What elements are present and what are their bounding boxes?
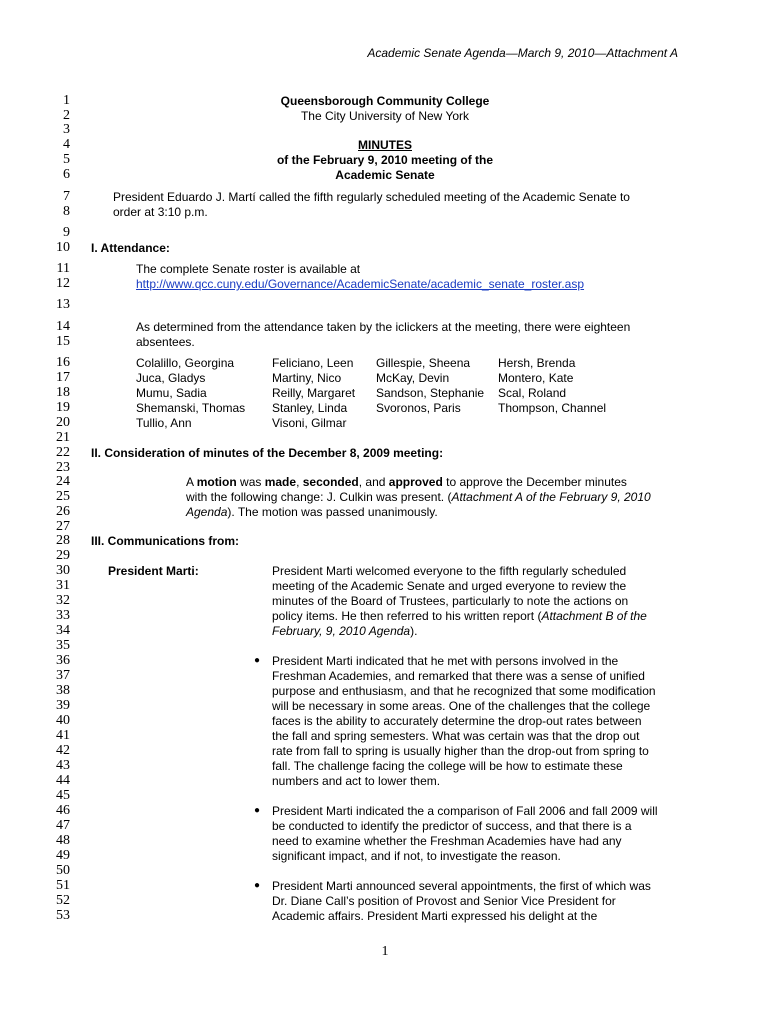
bullet-dot-icon: ● xyxy=(254,880,261,891)
bullet-line: fall. The challenge facing the college will be how to estimate these xyxy=(272,759,623,773)
line-number: 35 xyxy=(56,638,70,653)
line-number: 26 xyxy=(56,504,70,519)
page-header: Academic Senate Agenda—March 9, 2010—Attachment A xyxy=(367,46,678,60)
roster-link[interactable]: http://www.qcc.cuny.edu/Governance/AcademicSenate/academic_senate_roster.asp xyxy=(136,277,585,291)
absentee-name: Stanley, Linda xyxy=(272,401,348,415)
president-intro-line-5: February, 9, 2010 Agenda). xyxy=(272,624,418,638)
line-number: 16 xyxy=(56,355,70,370)
attendance-heading: I. Attendance: xyxy=(91,241,170,255)
senate-title: Academic Senate xyxy=(335,168,435,182)
line-number: 5 xyxy=(63,152,70,167)
line-number: 24 xyxy=(56,474,70,489)
line-number: 36 xyxy=(56,653,70,668)
college-name: Queensborough Community College xyxy=(280,94,490,108)
line-number: 46 xyxy=(56,803,70,818)
president-intro-line: minutes of the Board of Trustees, particularly to note the actions on xyxy=(272,594,629,608)
line-number: 11 xyxy=(56,261,70,276)
line-number: 29 xyxy=(56,548,70,563)
line-number: 14 xyxy=(56,319,70,334)
line-number: 8 xyxy=(63,204,70,219)
motion-line-1: A motion was made, seconded, and approved to approve the December minutes xyxy=(186,475,627,489)
line-number: 40 xyxy=(56,713,70,728)
line-number: 2 xyxy=(63,108,70,123)
line-number: 17 xyxy=(56,370,70,385)
line-number: 25 xyxy=(56,489,70,504)
absentee-name: Sandson, Stephanie xyxy=(376,386,485,400)
president-intro-line: meeting of the Academic Senate and urged everyone to review the xyxy=(272,579,627,593)
roster-line: The complete Senate roster is available at xyxy=(136,262,361,276)
line-number: 32 xyxy=(56,593,70,608)
absentee-name: Juca, Gladys xyxy=(136,371,206,385)
line-number: 18 xyxy=(56,385,70,400)
absentee-name: Feliciano, Leen xyxy=(272,356,354,370)
bullet-line: purpose and enthusiasm, and that he recognized that some modification xyxy=(272,684,656,698)
line-number: 44 xyxy=(56,773,70,788)
absentees-line-1: As determined from the attendance taken by the iclickers at the meeting, there were eighteen xyxy=(136,320,631,334)
bullet-dot-icon: ● xyxy=(254,655,261,666)
bullet-line: numbers and act to lower them. xyxy=(272,774,441,788)
bullet-line: rate from fall to spring is usually higher than the drop-out from spring to xyxy=(272,744,649,758)
bullet-line: President Marti indicated that he met with persons involved in the xyxy=(272,654,619,668)
absentee-name: McKay, Devin xyxy=(376,371,450,385)
intro-line-1: President Eduardo J. Martí called the fifth regularly scheduled meeting of the Academic Senate to xyxy=(113,190,630,204)
intro-line-2: order at 3:10 p.m. xyxy=(113,205,208,219)
line-number: 15 xyxy=(56,334,70,349)
absentee-name: Shemanski, Thomas xyxy=(136,401,246,415)
bullet-line: Dr. Diane Call’s position of Provost and Senior Vice President for xyxy=(272,894,616,908)
bullet-line: will be necessary in some areas. One of the challenges that the college xyxy=(272,699,651,713)
absentee-name: Martiny, Nico xyxy=(272,371,342,385)
absentee-name: Svoronos, Paris xyxy=(376,401,461,415)
line-number: 22 xyxy=(56,445,70,460)
line-number: 45 xyxy=(56,788,70,803)
line-number: 3 xyxy=(63,122,70,137)
absentee-name: Gillespie, Sheena xyxy=(376,356,471,370)
line-number: 53 xyxy=(56,908,70,923)
line-number: 49 xyxy=(56,848,70,863)
line-number: 47 xyxy=(56,818,70,833)
absentee-name: Hersh, Brenda xyxy=(498,356,576,370)
line-number: 34 xyxy=(56,623,70,638)
motion-line-3: Agenda). The motion was passed unanimously. xyxy=(186,505,438,519)
bullet-line: be conducted to identify the predictor of success, and that there is a xyxy=(272,819,632,833)
line-number: 42 xyxy=(56,743,70,758)
absentee-name: Reilly, Margaret xyxy=(272,386,356,400)
president-intro-line: President Marti welcomed everyone to the fifth regularly scheduled xyxy=(272,564,627,578)
line-number: 9 xyxy=(63,225,70,240)
line-number: 19 xyxy=(56,400,70,415)
minutes-title: MINUTES xyxy=(358,138,412,152)
absentee-name: Mumu, Sadia xyxy=(136,386,207,400)
line-number: 28 xyxy=(56,533,70,548)
president-intro-line-4: policy items. He then referred to his written report (Attachment B of the xyxy=(272,609,647,623)
line-number: 50 xyxy=(56,863,70,878)
line-number: 30 xyxy=(56,563,70,578)
line-number: 13 xyxy=(56,297,70,312)
absentee-name: Colalillo, Georgina xyxy=(136,356,235,370)
line-number: 7 xyxy=(63,189,70,204)
line-number: 12 xyxy=(56,276,70,291)
bullet-line: the fall and spring semesters. What was certain was that the drop out xyxy=(272,729,640,743)
absentee-name: Thompson, Channel xyxy=(498,401,607,415)
absentees-line-2: absentees. xyxy=(136,335,195,349)
line-number: 23 xyxy=(56,460,70,475)
speaker-label: President Marti: xyxy=(108,564,199,578)
line-number: 52 xyxy=(56,893,70,908)
communications-heading: III. Communications from: xyxy=(91,534,240,548)
bullet-line: President Marti announced several appointments, the first of which was xyxy=(272,879,651,893)
absentee-name: Tullio, Ann xyxy=(136,416,192,430)
bullet-line: significant impact, and if not, to investigate the reason. xyxy=(272,849,561,863)
line-number: 21 xyxy=(56,430,70,445)
minutes-heading: II. Consideration of minutes of the December 8, 2009 meeting: xyxy=(91,446,444,460)
bullet-line: need to examine whether the Freshman Academies have had any xyxy=(272,834,622,848)
line-number: 6 xyxy=(63,167,70,182)
line-number: 33 xyxy=(56,608,70,623)
bullet-line: President Marti indicated the a comparison of Fall 2006 and fall 2009 will xyxy=(272,804,658,818)
absentee-name: Montero, Kate xyxy=(498,371,574,385)
line-number: 41 xyxy=(56,728,70,743)
line-number: 48 xyxy=(56,833,70,848)
line-number: 27 xyxy=(56,519,70,534)
line-number: 39 xyxy=(56,698,70,713)
bullet-line: Freshman Academies, and remarked that there was a sense of unified xyxy=(272,669,645,683)
line-number: 37 xyxy=(56,668,70,683)
line-number: 43 xyxy=(56,758,70,773)
line-number: 38 xyxy=(56,683,70,698)
line-number: 20 xyxy=(56,415,70,430)
page-number: 1 xyxy=(381,944,389,959)
line-number: 31 xyxy=(56,578,70,593)
line-number: 1 xyxy=(63,93,70,108)
bullet-line: faces is the ability to accurately determine the drop-out rates between xyxy=(272,714,642,728)
line-number: 51 xyxy=(56,878,70,893)
line-number: 10 xyxy=(56,240,70,255)
motion-line-2: with the following change: J. Culkin was present. (Attachment A of the February 9, 2010 xyxy=(186,490,651,504)
bullet-dot-icon: ● xyxy=(254,805,261,816)
absentee-name: Scal, Roland xyxy=(498,386,567,400)
line-number: 4 xyxy=(63,137,70,152)
meeting-title: of the February 9, 2010 meeting of the xyxy=(276,153,494,167)
bullet-line: Academic affairs. President Marti expressed his delight at the xyxy=(272,909,598,923)
university-name: The City University of New York xyxy=(300,109,470,123)
absentee-name: Visoni, Gilmar xyxy=(272,416,347,430)
